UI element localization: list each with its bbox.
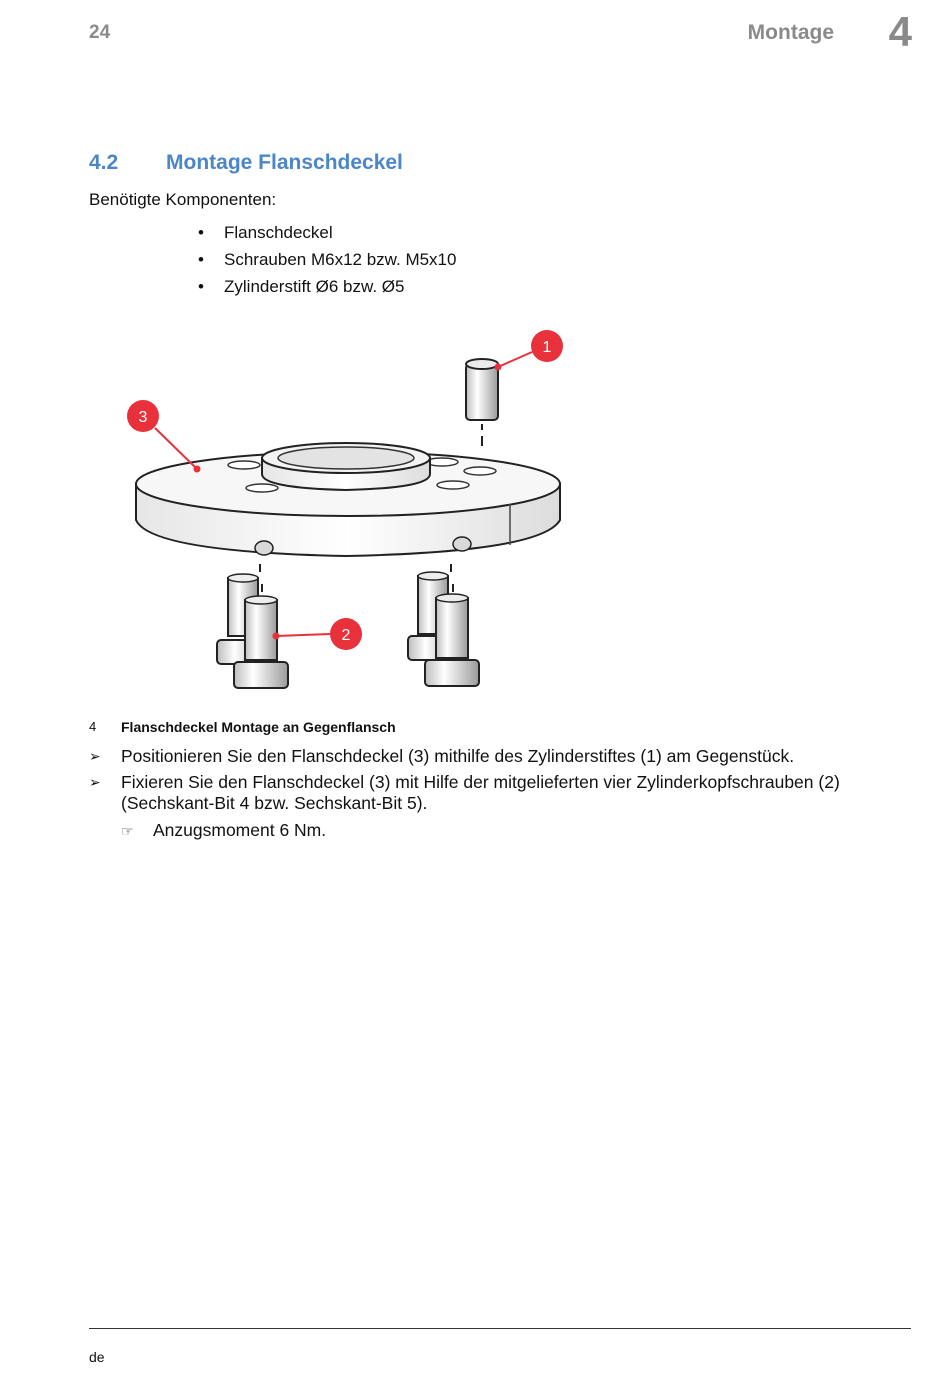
- component-label: Flanschdeckel: [224, 223, 333, 242]
- flange-cover: [136, 443, 560, 556]
- chapter-number: 4: [888, 8, 912, 55]
- figure-caption: Flanschdeckel Montage an Gegenflansch: [121, 719, 396, 735]
- arrow-bullet-icon: ➢: [89, 748, 101, 764]
- instruction-step: [89, 746, 889, 767]
- section-title: Montage Flanschdeckel: [166, 151, 403, 174]
- intro-text: Benötigte Komponenten:: [89, 190, 277, 209]
- callout-3: [127, 400, 201, 473]
- instruction-step: [89, 772, 889, 814]
- component-list-item: [198, 250, 456, 270]
- footer-language: de: [89, 1349, 105, 1365]
- callout-1: [495, 330, 564, 371]
- footer-divider: [89, 1328, 911, 1329]
- pointing-hand-icon: ☞: [121, 823, 134, 839]
- component-label: Zylinderstift Ø6 bzw. Ø5: [224, 277, 405, 296]
- bullet-icon: •: [198, 223, 204, 242]
- figure-caption-number: 4: [89, 719, 97, 734]
- callout-1-label: 1: [542, 339, 552, 356]
- component-label: Schrauben M6x12 bzw. M5x10: [224, 250, 457, 269]
- page-number: 24: [89, 22, 111, 43]
- chapter-title: Montage: [747, 21, 834, 44]
- torque-hint: [121, 820, 326, 841]
- callout-3-label: 3: [138, 409, 148, 426]
- hint-text: Anzugsmoment 6 Nm.: [153, 820, 327, 840]
- callout-2: [273, 618, 363, 650]
- bullet-icon: •: [198, 250, 204, 269]
- arrow-bullet-icon: ➢: [89, 774, 101, 790]
- step-text: Positionieren Sie den Flanschdeckel (3) mithilfe des Zylinderstiftes (1) am Gegenstück.: [121, 746, 795, 766]
- bullet-icon: •: [198, 277, 204, 296]
- callout-2-label: 2: [341, 627, 351, 644]
- component-list-item: [198, 223, 333, 243]
- step-text: Fixieren Sie den Flanschdeckel (3) mit Hilfe der mitgelieferten vier Zylinderkopfschrauben (2) (Sechskant-Bit 4 bzw. Sechskant-Bit 5).: [121, 772, 840, 813]
- section-number: 4.2: [89, 151, 119, 174]
- flange-cover-drawing: [110, 322, 590, 702]
- cylinder-pin: [466, 359, 498, 446]
- component-list-item: [198, 277, 404, 297]
